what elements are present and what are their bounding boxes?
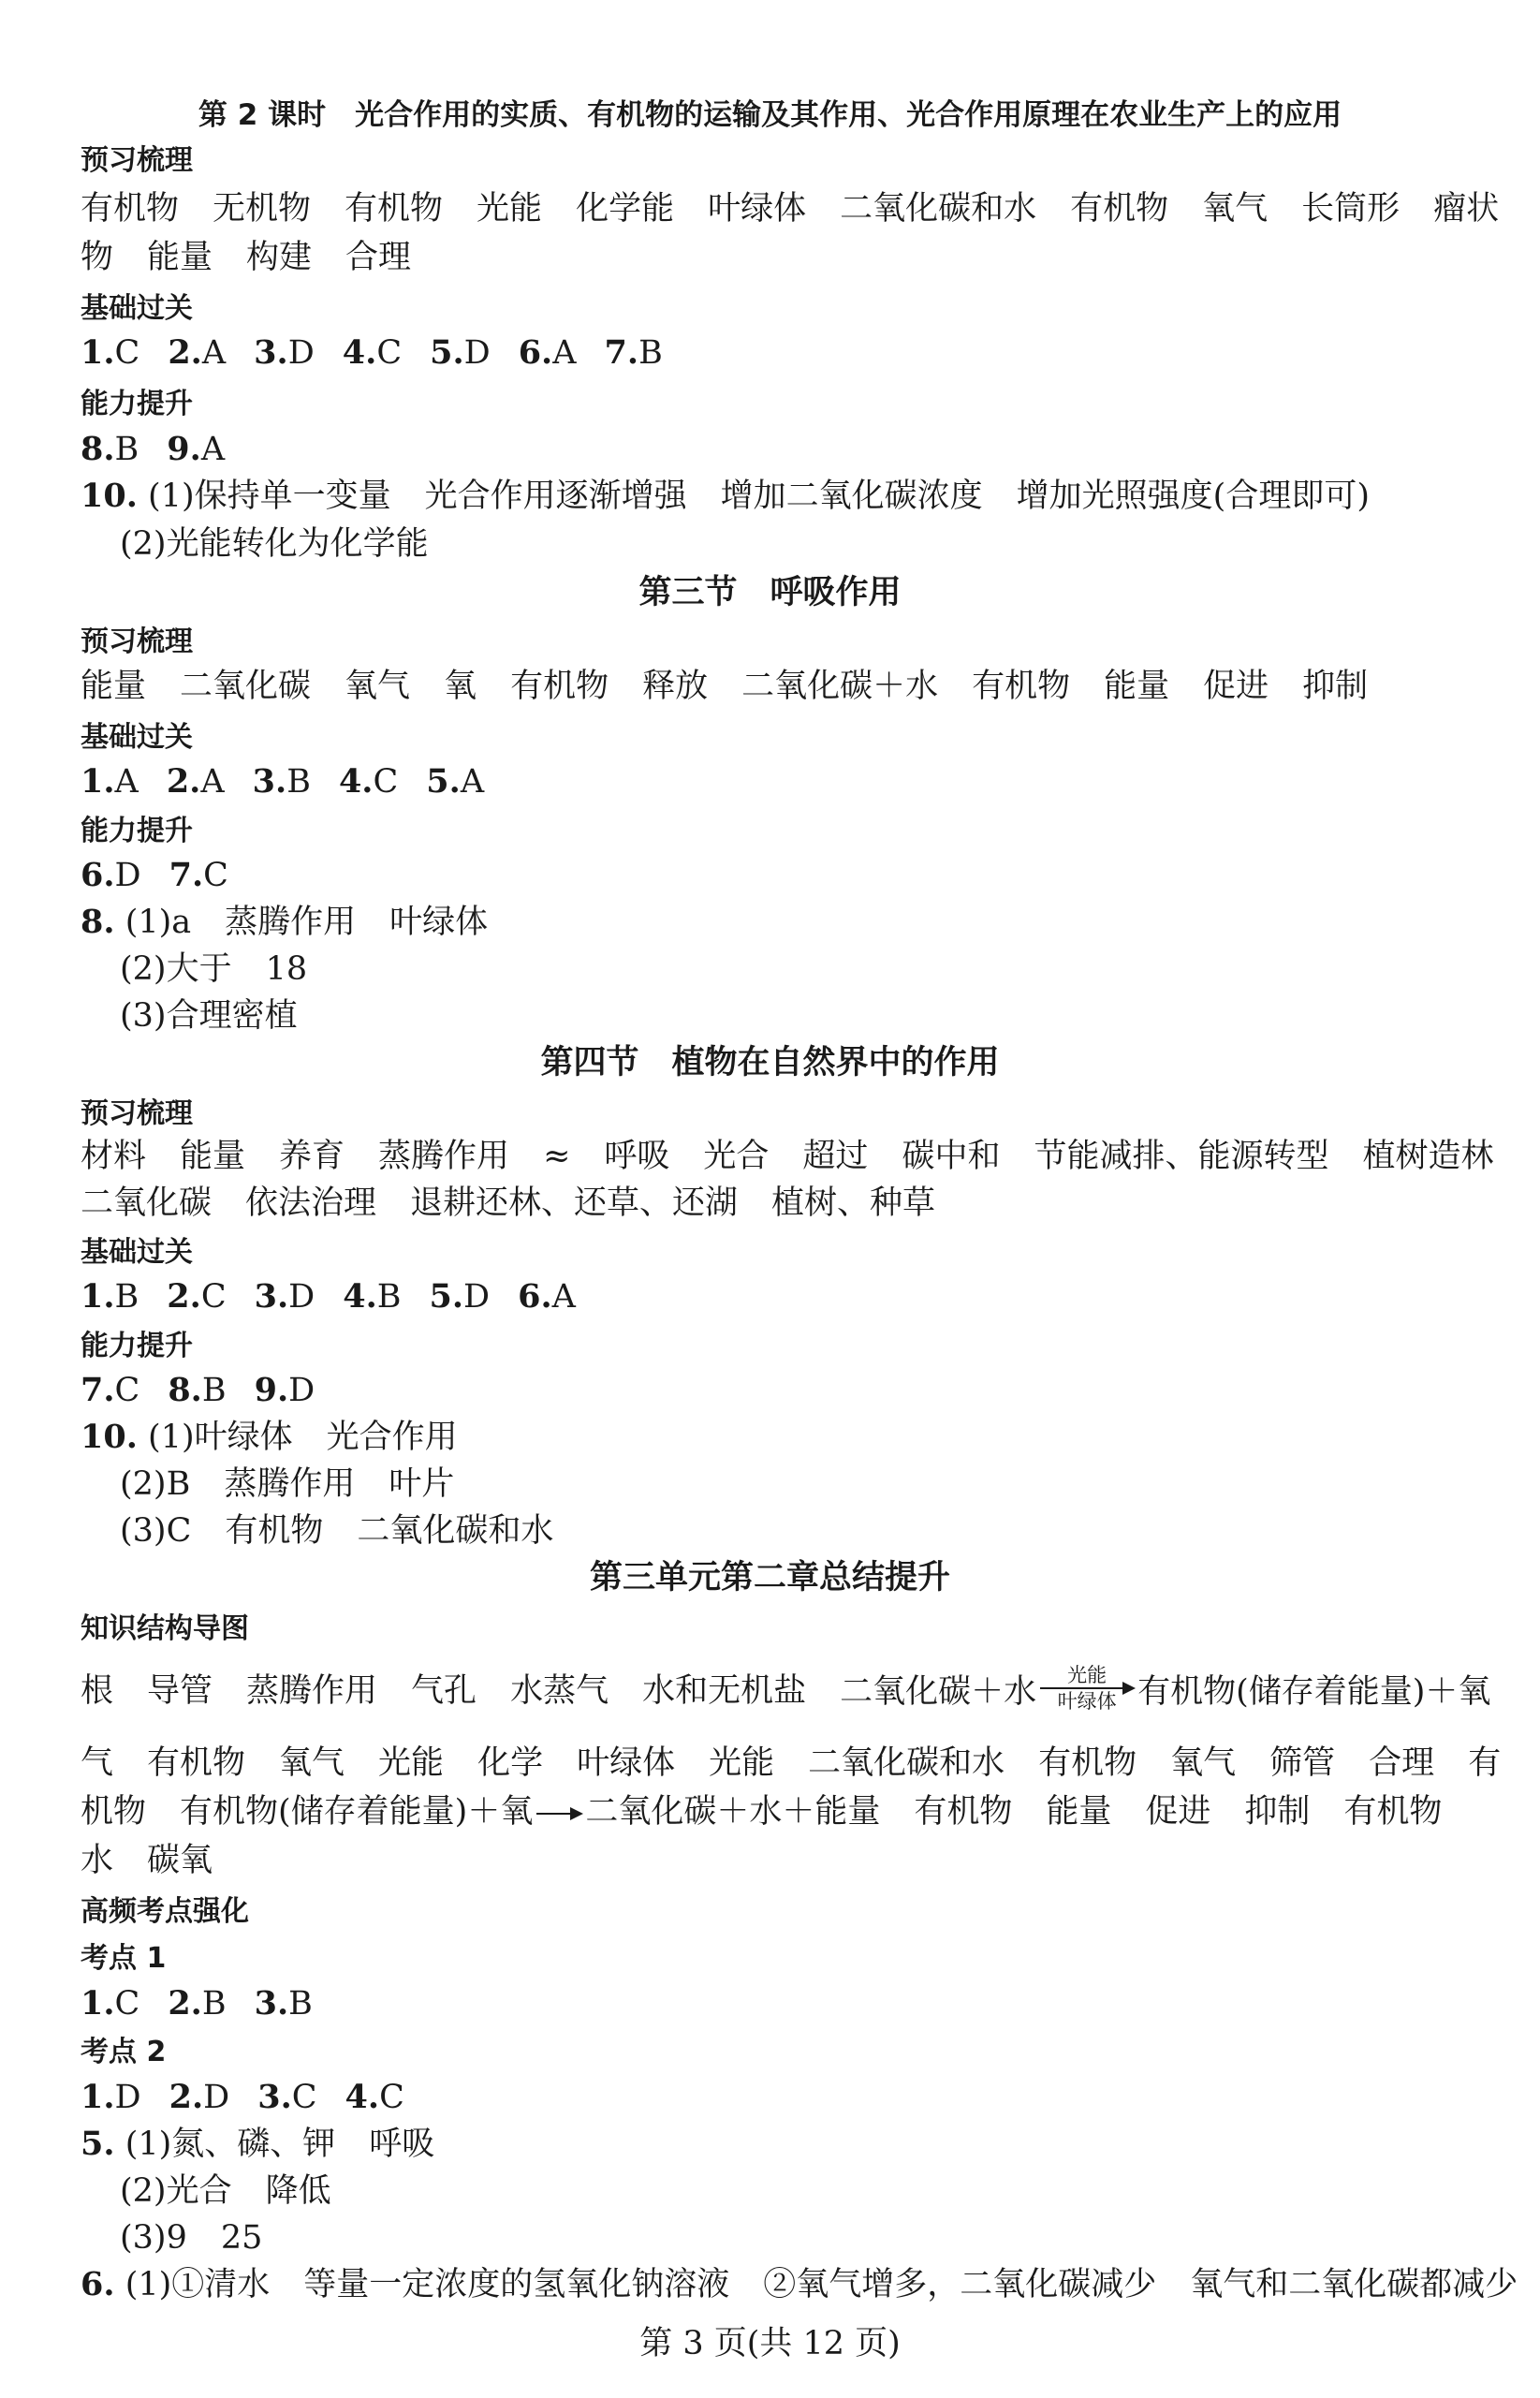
choice-answer xyxy=(167,426,225,473)
question-8 xyxy=(81,899,1484,946)
question-number: 3. xyxy=(252,762,287,801)
answer-term: 叶片 xyxy=(389,1465,455,1503)
answer-term: 超过 xyxy=(802,1138,869,1175)
answer-term: 有机物 xyxy=(147,1744,246,1782)
answer-term: 抑制 xyxy=(1244,1793,1311,1831)
answer-term: (1)a xyxy=(125,904,192,941)
question-number: 7. xyxy=(604,333,639,372)
answer-term: 构建 xyxy=(246,239,313,276)
answer-term: 光能 xyxy=(477,190,543,228)
question-number: 3. xyxy=(254,1984,289,2023)
answer-term: 呼吸 xyxy=(604,1138,670,1175)
answer-term: 蒸腾作用 xyxy=(225,904,357,941)
choice-answer xyxy=(81,758,139,805)
reaction-arrow: 光能 叶绿体 xyxy=(1040,1663,1134,1714)
answer-term: 碳中和 xyxy=(902,1138,1001,1175)
page-footer: 第 3 页(共 12 页) xyxy=(639,2325,901,2362)
answer-term: 有机物 xyxy=(510,668,609,705)
answer-term: 植树造林 xyxy=(1362,1138,1494,1175)
choice-answer xyxy=(81,1273,139,1320)
question-number: 8. xyxy=(81,903,115,941)
choice-answer xyxy=(257,2074,316,2121)
answer-term: 光合作用 xyxy=(326,1419,458,1456)
question-number: 10. xyxy=(81,1418,138,1456)
answer-term: 增加二氧化碳浓度 xyxy=(720,478,983,515)
question-number: 7. xyxy=(81,1371,115,1409)
answer-term: 有机物 xyxy=(914,1793,1013,1831)
answer-term: (1)①清水 xyxy=(125,2266,271,2303)
choice-answer xyxy=(169,852,228,899)
answer-term: 氧气 xyxy=(345,668,411,705)
answer-term: 能量 xyxy=(147,239,213,276)
heading-frequent: 高频考点强化 xyxy=(81,1895,249,1928)
question-number: 4. xyxy=(342,333,377,372)
choice-answer xyxy=(339,758,398,805)
heading-ability: 能力提升 xyxy=(81,1330,193,1362)
answer-line xyxy=(120,2214,1484,2261)
choice-answer xyxy=(426,758,484,805)
answer-letter: A xyxy=(200,763,225,801)
choice-answer xyxy=(254,330,315,376)
answer-term: 瘤状 xyxy=(1433,190,1500,228)
answer-letter: D xyxy=(203,2079,230,2116)
question-number: 4. xyxy=(345,2078,380,2116)
answer-term: 节能减排、能源转型 xyxy=(1034,1138,1329,1175)
answer-term: 有机物 xyxy=(1343,1793,1443,1831)
preview-line xyxy=(81,1133,1494,1180)
question-number: 10. xyxy=(81,477,138,515)
answer-term: (1)叶绿体 xyxy=(148,1419,293,1456)
section-title: 第三节 呼吸作用 xyxy=(638,574,902,611)
question-number: 1. xyxy=(81,333,115,372)
answer-line xyxy=(120,2168,1484,2214)
answer-letter: C xyxy=(114,1372,140,1409)
question-number: 1. xyxy=(81,2078,115,2116)
answer-line xyxy=(81,1367,1484,1414)
answer-term: ②氧气增多，二氧化碳减少 xyxy=(763,2266,1157,2303)
heading-basic: 基础过关 xyxy=(81,1236,193,1269)
answer-line xyxy=(120,1461,1484,1508)
heading-point-2: 考点 2 xyxy=(81,2036,167,2068)
answer-letter: B xyxy=(638,334,663,372)
choice-answer xyxy=(81,2074,141,2121)
answer-letter: D xyxy=(114,2079,141,2116)
answer-term: 叶绿体 xyxy=(577,1744,676,1782)
question-number: 6. xyxy=(81,856,115,894)
question-number: 5. xyxy=(430,333,464,372)
choice-answer xyxy=(518,1273,576,1320)
answer-term: 释放 xyxy=(642,668,709,705)
answer-term: 气 xyxy=(81,1744,114,1782)
answer-letter: B xyxy=(201,1985,227,2023)
answer-letter: A xyxy=(114,763,139,801)
answer-term: 氧气和二氧化碳都减少 xyxy=(1190,2266,1518,2303)
answer-term: 水蒸气 xyxy=(510,1671,609,1710)
choice-answer xyxy=(605,330,663,376)
answer-term: 合理 xyxy=(345,239,412,276)
answer-term: 有 xyxy=(1468,1744,1502,1782)
map-line xyxy=(81,1664,1491,1717)
choice-answer xyxy=(168,1367,226,1414)
answer-term: 根 xyxy=(81,1671,114,1710)
heading-basic: 基础过关 xyxy=(81,721,193,754)
answer-letter: D xyxy=(288,1278,315,1316)
choice-answer xyxy=(81,426,139,473)
question-number: 5. xyxy=(81,2125,115,2163)
answer-term: 等量一定浓度的氢氧化钠溶液 xyxy=(303,2266,730,2303)
choice-answer xyxy=(167,1273,226,1320)
question-number: 6. xyxy=(81,2265,115,2303)
answer-term: (1)保持单一变量 xyxy=(148,478,391,515)
answer-term: 增加光照强度(合理即可) xyxy=(1016,478,1370,515)
heading-ability: 能力提升 xyxy=(81,388,193,420)
answer-term: 二氧化碳和水 xyxy=(840,190,1037,228)
heading-ability: 能力提升 xyxy=(81,815,193,847)
answer-term: 能量 xyxy=(81,668,147,705)
answer-term: 导管 xyxy=(147,1671,213,1710)
choice-answer xyxy=(253,758,311,805)
heading-point-1: 考点 1 xyxy=(81,1942,167,1975)
answer-letter: C xyxy=(379,2079,404,2116)
answer-term: 25 xyxy=(220,2219,263,2257)
section-title: 第三单元第二章总结提升 xyxy=(589,1559,950,1596)
question-number: 3. xyxy=(254,333,288,372)
answer-letter: A xyxy=(201,334,227,372)
heading-preview: 预习梳理 xyxy=(81,625,193,658)
answer-term: (3)9 xyxy=(120,2219,187,2257)
question-number: 2. xyxy=(168,1984,202,2023)
question-number: 6. xyxy=(518,1277,552,1316)
choice-answer xyxy=(430,1273,491,1320)
answer-line xyxy=(81,852,1484,899)
question-number: 3. xyxy=(254,1277,289,1316)
answer-term: (1)氮、磷、钾 xyxy=(125,2126,336,2163)
answer-letter: D xyxy=(288,1372,315,1409)
answer-term: 光能 xyxy=(378,1744,445,1782)
answer-term: 叶绿体 xyxy=(389,904,489,941)
answer-term: 有机物 xyxy=(1070,190,1169,228)
choice-answer xyxy=(519,330,577,376)
answer-term: 碳氧 xyxy=(147,1842,213,1879)
answer-letter: C xyxy=(203,857,228,894)
question-number: 5. xyxy=(429,1277,464,1316)
answer-term: (2)B xyxy=(120,1465,191,1503)
answer-term: 光合 xyxy=(703,1138,770,1175)
answer-term: 18 xyxy=(265,950,308,988)
answer-letter: B xyxy=(114,431,139,468)
question-number: 9. xyxy=(167,430,201,468)
answer-letter: D xyxy=(463,334,491,372)
heading-preview: 预习梳理 xyxy=(81,1097,193,1130)
preview-line xyxy=(81,663,1484,710)
answer-term: 有机物 xyxy=(225,1512,324,1550)
answer-letter: A xyxy=(200,431,226,468)
answer-line xyxy=(81,330,1484,376)
answer-term: 化学 xyxy=(477,1744,544,1782)
answer-letter: B xyxy=(376,1278,402,1316)
answer-term: 光能 xyxy=(709,1744,775,1782)
answer-letter: B xyxy=(201,1372,227,1409)
answer-line xyxy=(81,1980,1484,2027)
answer-term: 化学能 xyxy=(576,190,675,228)
choice-answer xyxy=(168,1980,226,2027)
answer-term: 降低 xyxy=(265,2172,331,2210)
answer-term: 能量 xyxy=(180,1138,246,1175)
answer-line: (3)合理密植 xyxy=(120,997,298,1035)
question-number: 7. xyxy=(169,856,204,894)
answer-term: 气孔 xyxy=(411,1671,477,1710)
answer-term: 养育 xyxy=(279,1138,345,1175)
answer-line xyxy=(81,758,1484,805)
choice-answer xyxy=(255,1273,315,1320)
answer-letter: A xyxy=(460,763,485,801)
preview-line xyxy=(81,185,1500,232)
question-number: 1. xyxy=(81,762,115,801)
answer-term: (2)光合 xyxy=(120,2172,232,2210)
question-number: 1. xyxy=(81,1984,115,2023)
question-number: 2. xyxy=(166,762,201,801)
answer-term: 呼吸 xyxy=(369,2126,435,2163)
answer-letter: C xyxy=(200,1278,227,1316)
answer-term: 机物 xyxy=(81,1793,147,1831)
question-number: 8. xyxy=(168,1371,202,1409)
answer-letter: D xyxy=(287,334,315,372)
lesson-title: 第 2 课时 光合作用的实质、有机物的运输及其作用、光合作用原理在农业生产上的应用 xyxy=(198,98,1342,132)
choice-answer xyxy=(81,852,141,899)
choice-answer xyxy=(81,1367,139,1414)
question-6 xyxy=(81,2261,1518,2308)
heading-basic: 基础过关 xyxy=(81,292,193,325)
answer-term: 能量 xyxy=(1104,668,1170,705)
answer-term: 无机物 xyxy=(213,190,312,228)
answer-term: 水和无机盐 xyxy=(642,1671,807,1710)
answer-term: (2)大于 xyxy=(120,950,232,988)
answer-term: (3)C xyxy=(120,1512,192,1550)
question-number: 2. xyxy=(168,333,202,372)
answer-term: 能量 xyxy=(1046,1793,1112,1831)
question-number: 2. xyxy=(169,2078,204,2116)
question-5 xyxy=(81,2121,1484,2168)
answer-letter: C xyxy=(114,1985,140,2023)
answer-term: 合理 xyxy=(1369,1744,1435,1782)
answer-term: 光合作用逐渐增强 xyxy=(424,478,687,515)
answer-term: 筛管 xyxy=(1269,1744,1336,1782)
answer-term: 植树、种草 xyxy=(771,1184,936,1222)
question-number: 3. xyxy=(257,2078,292,2116)
answer-term: 氧 xyxy=(444,668,477,705)
answer-term: 长筒形 xyxy=(1301,190,1401,228)
answer-letter: B xyxy=(114,1278,139,1316)
answer-letter: C xyxy=(291,2079,317,2116)
choice-answer xyxy=(169,2074,230,2121)
question-number: 9. xyxy=(254,1371,289,1409)
answer-letter: B xyxy=(288,1985,313,2023)
answer-letter: D xyxy=(463,1278,491,1316)
question-number: 5. xyxy=(426,762,461,801)
answer-term: 有机物 xyxy=(345,190,444,228)
answer-letter: A xyxy=(551,1278,576,1316)
answer-term: 二氧化碳 xyxy=(81,1184,213,1222)
answer-line xyxy=(120,946,1484,993)
answer-line xyxy=(81,1273,1484,1320)
question-number: 6. xyxy=(518,333,553,372)
choice-answer xyxy=(167,758,225,805)
answer-term: 有机物 xyxy=(972,668,1071,705)
answer-letter: B xyxy=(286,763,311,801)
answer-term: 叶绿体 xyxy=(708,190,807,228)
question-number: 4. xyxy=(343,1277,377,1316)
answer-line xyxy=(81,2074,1484,2121)
answer-letter: D xyxy=(114,857,141,894)
question-number: 1. xyxy=(81,1277,115,1316)
preview-line xyxy=(81,1180,1484,1227)
question-number: 2. xyxy=(167,1277,201,1316)
answer-term: 氧气 xyxy=(1202,190,1269,228)
answer-line xyxy=(120,1508,1484,1554)
question-10 xyxy=(81,1414,1484,1461)
answer-term: ≈ xyxy=(543,1138,571,1175)
map-line xyxy=(81,1740,1502,1787)
map-line: 机物 有机物(储存着能量)＋氧 二氧化碳＋水＋能量 有机物 能量 促进 抑制 有机物 xyxy=(81,1788,1484,1835)
answer-term: 依法治理 xyxy=(245,1184,377,1222)
choice-answer xyxy=(81,1980,139,2027)
answer-term: 退耕还林、还草、还湖 xyxy=(410,1184,739,1222)
answer-term: 促进 xyxy=(1203,668,1269,705)
photosynthesis-equation: 二氧化碳＋水 光能 叶绿体 有机物(储存着能量)＋氧 xyxy=(840,1664,1491,1713)
answer-term: 有机物 xyxy=(1038,1744,1137,1782)
answer-term: 促进 xyxy=(1145,1793,1211,1831)
answer-term: 蒸腾作用 xyxy=(224,1465,356,1503)
answer-letter: A xyxy=(552,334,577,372)
answer-term: 二氧化碳 xyxy=(180,668,312,705)
answer-letter: C xyxy=(114,334,140,372)
answer-term: 蒸腾作用 xyxy=(246,1671,378,1710)
answer-term: 二氧化碳和水 xyxy=(357,1512,554,1550)
answer-term: 氧气 xyxy=(1170,1744,1237,1782)
heading-preview: 预习梳理 xyxy=(81,144,193,177)
answer-line: (2)光能转化为化学能 xyxy=(120,525,429,563)
section-title: 第四节 植物在自然界中的作用 xyxy=(540,1044,1000,1081)
answer-term: 有机物 xyxy=(81,190,180,228)
choice-answer xyxy=(430,330,491,376)
reaction-arrow xyxy=(536,1813,581,1815)
choice-answer xyxy=(81,330,139,376)
answer-letter: C xyxy=(376,334,403,372)
answer-term: 二氧化碳＋水 xyxy=(741,668,939,705)
answer-term: 蒸腾作用 xyxy=(378,1138,510,1175)
heading-knowledge-map: 知识结构导图 xyxy=(81,1612,249,1645)
choice-answer xyxy=(255,1367,315,1414)
choice-answer xyxy=(345,2074,404,2121)
choice-answer xyxy=(343,330,402,376)
answer-term: 氧气 xyxy=(279,1744,345,1782)
map-line xyxy=(81,1837,1484,1884)
answer-term: 材料 xyxy=(81,1138,147,1175)
answer-letter: C xyxy=(373,763,399,801)
answer-term: 水 xyxy=(81,1842,114,1879)
answer-term: 二氧化碳和水 xyxy=(808,1744,1005,1782)
choice-answer xyxy=(168,330,226,376)
answer-term: 物 xyxy=(81,239,114,276)
preview-line xyxy=(81,234,1484,281)
choice-answer xyxy=(343,1273,401,1320)
choice-answer xyxy=(255,1980,313,2027)
question-number: 8. xyxy=(81,430,115,468)
answer-line xyxy=(81,426,1484,473)
question-10 xyxy=(81,473,1484,520)
answer-term: 抑制 xyxy=(1302,668,1369,705)
question-number: 4. xyxy=(338,762,374,801)
